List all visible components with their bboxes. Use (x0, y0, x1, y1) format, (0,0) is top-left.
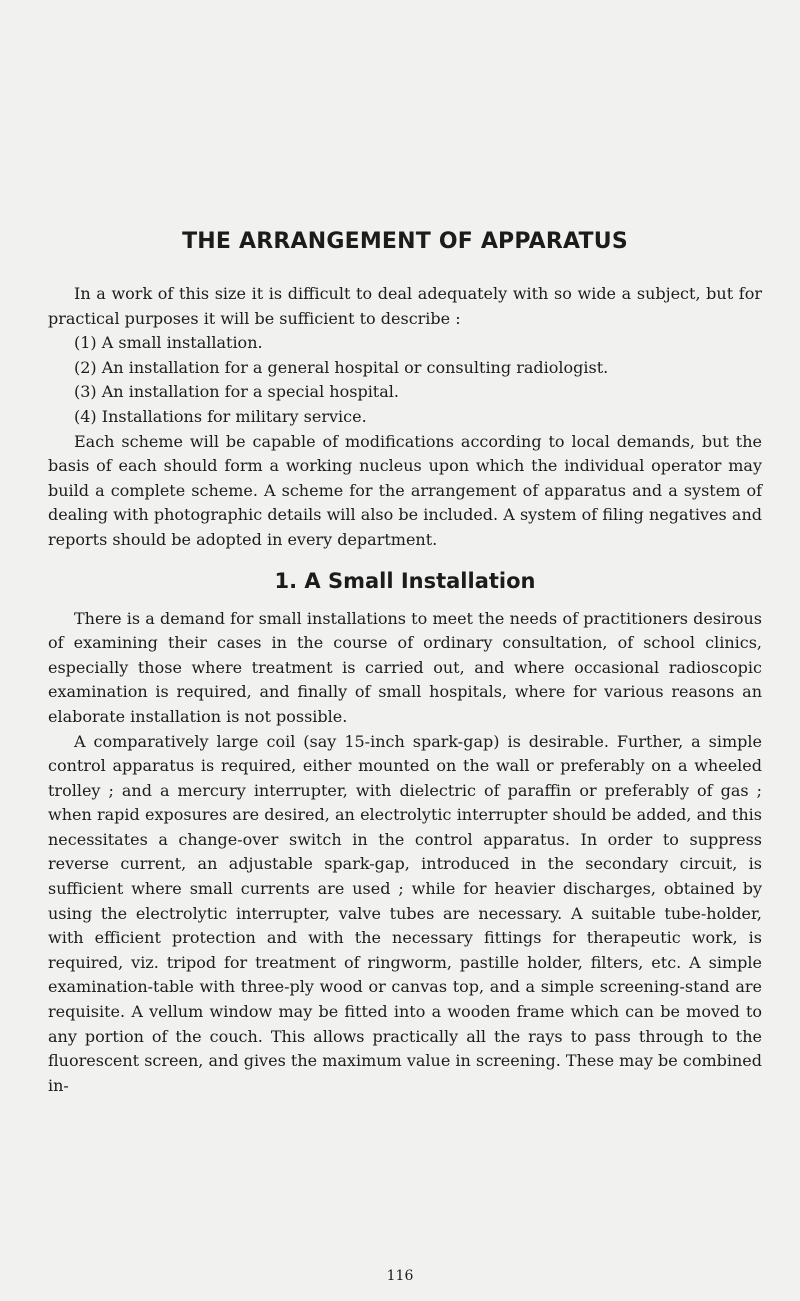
list-item: (4) Installations for military service. (74, 406, 367, 426)
installation-list (48, 331, 762, 429)
page-title: THE ARRANGEMENT OF APPARATUS (182, 229, 628, 254)
page-body (48, 228, 762, 1098)
list-item: (1) A small installation. (74, 333, 263, 353)
scheme-paragraph: Each scheme will be capable of modifications according to local demands, but the basis of each should form a working nucleus upon which the individual operator may build a complete scheme. A scheme for the arrangement of apparatus and a system of dealing with photographic details will also be included. A system of filing negatives and reports should be adopted in every department. (48, 431, 762, 549)
list-item: (3) An installation for a special hospital. (74, 382, 399, 402)
section-heading: 1. A Small Installation (274, 568, 536, 593)
section-paragraph: There is a demand for small installations to meet the needs of practitioners desirous of examining their cases in the course of ordinary consultation, of school clinics, especially those where treatment is carried out, and where occasional radioscopic examination is required, and finally of small hospitals, where for various reasons an elaborate installation is not possible. (48, 608, 762, 726)
intro-paragraph: In a work of this size it is difficult to deal adequately with so wide a subject, but for practical purposes it will be sufficient to describe : (48, 284, 762, 328)
list-item: (2) An installation for a general hospital or consulting radiologist. (74, 357, 609, 377)
page-number: 116 (386, 1268, 414, 1284)
section-paragraph: A comparatively large coil (say 15-inch spark-gap) is desirable. Further, a simple control apparatus is required, either mounted on the wall or preferably on a wheeled trolley ; and a mercury interrupter, with dielectric of paraffin or preferably of gas ; when rapid exposures are desired, an electrolytic interrupter should be added, and this necessitates a change-over switch in the control apparatus. In order to suppress reverse current, an adjustable spark-gap, introduced in the secondary circuit, is sufficient where small currents are used ; while for heavier discharges, obtained by using the electrolytic interrupter, valve tubes are necessary. A suitable tube-holder, with efficient protection and with the necessary fittings for therapeutic work, is required, viz. tripod for treatment of ringworm, pastille holder, filters, etc. A simple examination-table with three-ply wood or canvas top, and a simple screening-stand are requisite. A vellum window may be fitted into a wooden frame which can be moved to any portion of the couch. This allows practically all the rays to pass through to the fluorescent screen, and gives the maximum value in screening. These may be combined in- (48, 731, 762, 1095)
